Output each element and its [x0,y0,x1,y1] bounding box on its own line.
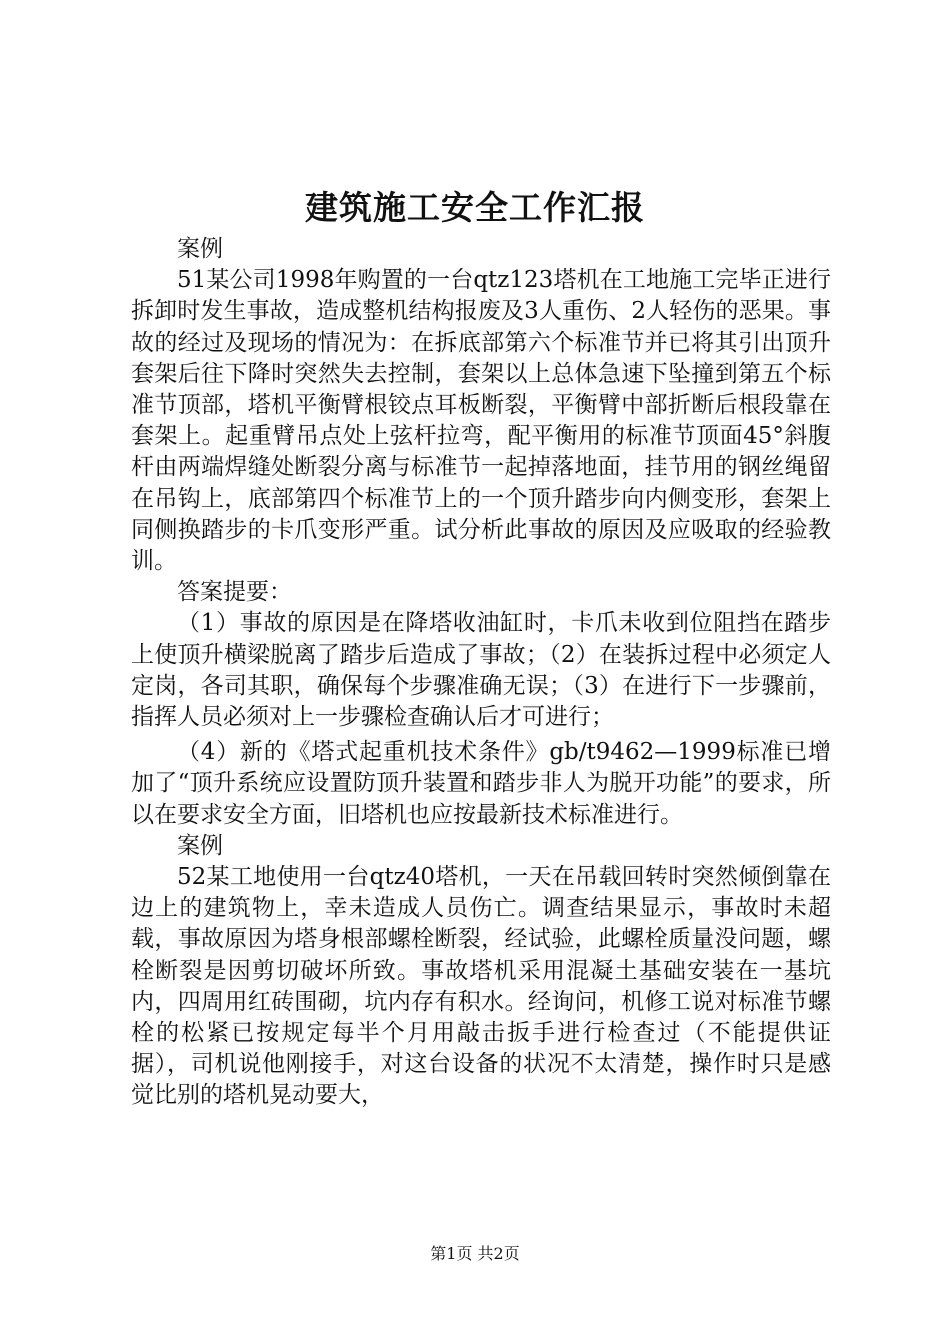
document-title: 建筑施工安全工作汇报 [305,188,645,227]
page-number-footer: 第1页 共2页 [430,1244,520,1263]
answer-heading: 答案提要： [177,579,292,606]
case-52-description: 52某工地使用一台qtz40塔机，一天在吊载回转时突然倾倒靠在边上的建筑物上，幸未造成人员伤亡。调查结果显示，事故时未超载，事故原因为塔身根部螺栓断裂，经试验，此螺栓质量没问题，螺栓断裂是因剪切破坏所致。事故塔机采用混凝土基础安装在一基坑内，四周用红砖围砌，坑内存有积水。经询问，机修工说对标准节螺栓的松紧已按规定每半个月用敲击扳手进行检查过（不能提供证据），司机说他刚接手，对这台设备的状况不太清楚，操作时只是感觉比别的塔机晃动要大， [131,864,831,1109]
answer-points-1-3: （1）事故的原因是在降塔收油缸时，卡爪未收到位阻挡在踏步上使顶升横梁脱离了踏步后造成了事故；（2）在装拆过程中必须定人定岗，各司其职，确保每个步骤准确无误；（3）在进行下一步骤前，指挥人员必须对上一步骤检查确认后才可进行； [131,610,831,731]
case-label-2: 案例 [177,832,223,859]
document-body [131,234,831,1112]
case-label-1: 案例 [177,236,223,262]
case-51-description: 51某公司1998年购置的一台qtz123塔机在工地施工完毕正进行拆卸时发生事故，造成整机结构报废及3人重伤、2人轻伤的恶果。事故的经过及现场的情况为：在拆底部第六个标准节并已将其引出顶升套架后往下降时突然失去控制，套架以上总体急速下坠撞到第五个标准节顶部，塔机平衡臂根铰点耳板断裂，平衡臂中部折断后根段靠在套架上。起重臂吊点处上弦杆拉弯，配平衡用的标准节顶面45°斜腹杆由两端焊缝处断裂分离与标准节一起掉落地面，挂节用的钢丝绳留在吊钩上，底部第四个标准节上的一个顶升踏步向内侧变形，套架上同侧换踏步的卡爪变形严重。试分析此事故的原因及应吸取的经验教训。 [131,267,831,575]
answer-point-4: （4）新的《塔式起重机技术条件》gb/t9462—1999标准已增加了“顶升系统应设置防顶升装置和踏步非人为脱开功能”的要求，所以在要求安全方面，旧塔机也应按最新技术标准进行。 [131,739,831,828]
